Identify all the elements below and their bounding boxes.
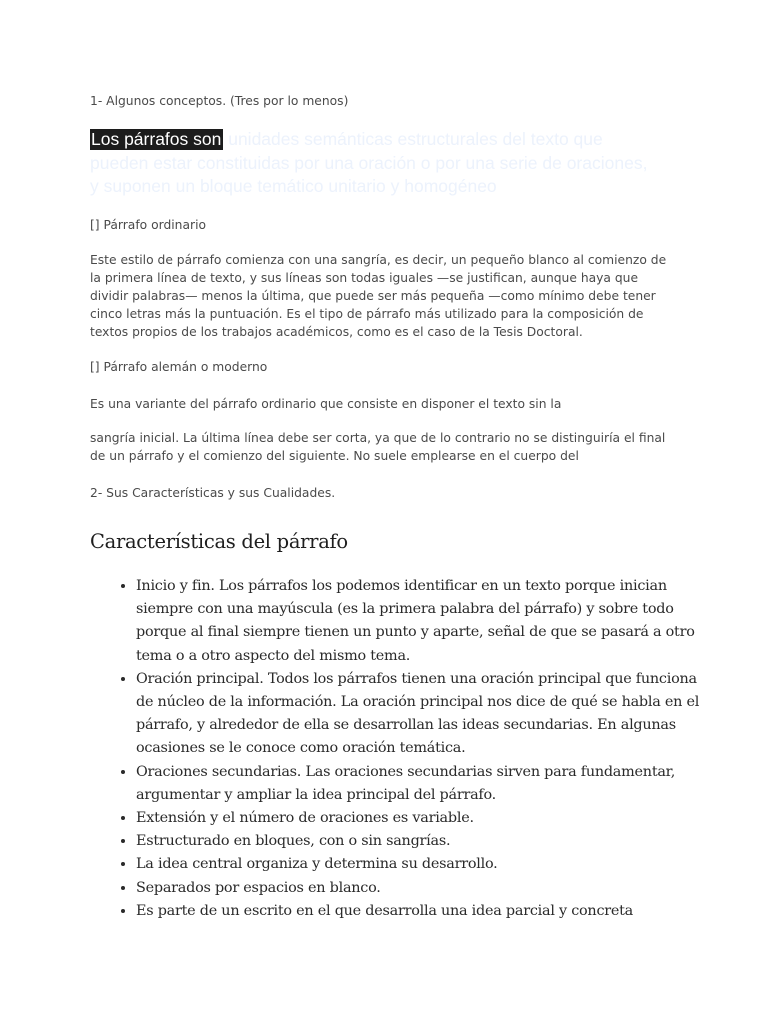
highlighted-text[interactable]: Los párrafos son [91,129,222,149]
intro-paragraph [90,128,650,199]
paragraph-aleman-title: [] Párrafo alemán o moderno [90,360,268,374]
paragraph-aleman-body-1: Es una variante del párrafo ordinario que consiste en disponer el texto sin la [90,397,562,411]
list-item: • La idea central organiza y determina su desarrollo. [136,853,716,876]
list-item: • Estructurado en bloques, con o sin sangrías. [136,830,716,853]
item-2-heading: 2- Sus Características y sus Cualidades. [90,486,336,500]
item-1-heading: 1- Algunos conceptos. (Tres por lo menos) [90,94,349,108]
faint-text: unidades semánticas estructurales del texto que pueden estar constituidas por una oración o por una serie de oraciones, y suponen un bloque temático unitario y homogéneo [90,129,648,196]
paragraph-ordinario-body: Este estilo de párrafo comienza con una sangría, es decir, un pequeño blanco al comienzo de la primera línea de texto, y sus líneas son todas iguales —se justifican, aunque haya que dividir palabras— menos la última, que puede ser más pequeña —como mínimo debe tener cinco letras más la puntuación. Es el tipo de párrafo más utilizado para la composición de textos propios de los trabajos académicos, como es el caso de la Tesis Doctoral. [90,253,667,339]
list-item: • Separados por espacios en blanco. [136,877,716,900]
list-item: • Oración principal. Todos los párrafos tienen una oración principal que funciona de núcleo de la información. La oración principal nos dice de qué se habla en el párrafo, y alrededor de ella se desarrollan las ideas secundarias. En algunas ocasiones se le conoce como oración temática. [136,668,716,761]
characteristics-list [110,575,716,923]
list-item: • Es parte de un escrito en el que desarrolla una idea parcial y concreta [136,900,716,923]
list-item: • Inicio y fin. Los párrafos los podemos identificar en un texto porque inician siempre con una mayúscula (es la primera palabra del párrafo) y sobre todo porque al final siempre tienen un punto y aparte, señal de que se pasará a otro tema o a otro aspecto del mismo tema. [136,575,716,668]
list-item: • Oraciones secundarias. Las oraciones secundarias sirven para fundamentar, argumentar y ampliar la idea principal del párrafo. [136,761,716,807]
paragraph-aleman-body-2: sangría inicial. La última línea debe ser corta, ya que de lo contrario no se distinguiría el final de un párrafo y el comienzo del siguiente. No suele emplearse en el cuerpo del [90,431,666,463]
paragraph-ordinario-title: [] Párrafo ordinario [90,218,207,232]
list-item: • Extensión y el número de oraciones es variable. [136,807,716,830]
characteristics-heading: Características del párrafo [90,530,348,553]
